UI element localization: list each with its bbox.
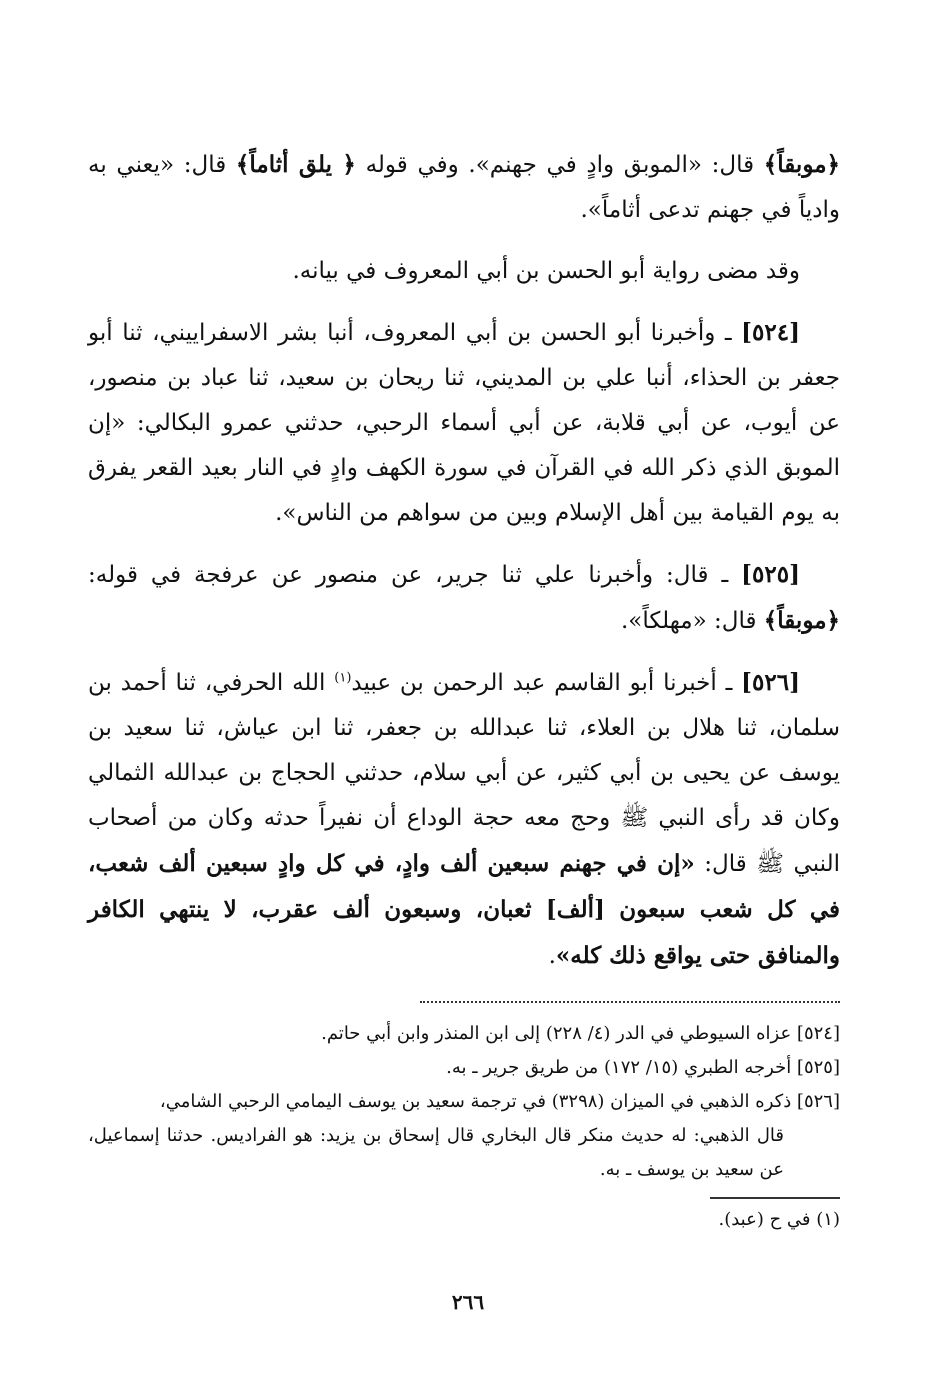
paragraph-intro [88,142,840,233]
footnote-marker: (١) [334,670,352,686]
quran-phrase-mubiqa: ﴿موبقاً﴾ [763,151,840,178]
footnote-526: [٥٢٦] ذكره الذهبي في الميزان (٣٢٩٨) في ترجمة سعيد بن يوسف اليمامي الرحبي الشامي، [159,1091,840,1112]
footnote-525: [٥٢٥] أخرجه الطبري (١٥/ ١٧٢) من طريق جرير ـ به. [446,1057,840,1078]
hadith-524 [88,310,840,536]
hadith-matn-bold: «إن في جهنم سبعين ألف وادٍ، في كل وادٍ سبعين ألف شعب، في كل شعب سبعون [ألف] ثعبان، وسبعون ألف عقرب، لا ينتهي الكافر والمنافق حتى يواقع ذلك كله» [88,850,840,969]
hadith-text-cont: الله الحرفي، ثنا أحمد بن سلمان، ثنا هلال بن العلاء، ثنا عبدالله بن جعفر، ثنا ابن عياش، ثنا سعيد بن يوسف عن يحيى بن أبي كثير، عن أبي سلام، حدثني الحجاج بن عبدالله الثمالي وكان قد رأى النبي ﷺ وحج معه حجة الوداع أن نفيراً حدثه وكان من أصحاب النبي ﷺ قال: [88,670,840,877]
quran-phrase-yalqa-athama: ﴿ يلق أثاماً﴾ [235,151,356,178]
hadith-text: ـ قال: وأخبرنا علي ثنا جرير، عن منصور عن عرفجة في قوله: [88,562,742,588]
footnote-524: [٥٢٤] عزاه السيوطي في الدر (٤/ ٢٢٨) إلى ابن المنذر وابن أبي حاتم. [321,1023,840,1044]
hadith-526 [88,660,840,979]
footnote-divider-solid [710,1197,840,1199]
paragraph-intro-text: قال: «الموبق وادٍ في جهنم». وفي قوله [355,152,764,178]
hadith-number: [٥٢٥] [741,561,800,588]
hadith-number: [٥٢٤] [741,319,800,346]
page-number: ٢٦٦ [451,1290,485,1314]
paragraph-intro-text-end: قال: «يعني به وادياً في جهنم تدعى أثاماً». [88,152,840,223]
footnote-variant: (١) في ح (عبد). [718,1209,840,1230]
hadith-text-end: قال: «مهلكاً». [621,608,764,634]
quran-phrase-mubiqa: ﴿موبقاً﴾ [763,607,840,634]
page-content [88,142,840,1237]
hadith-number: [٥٢٦] [741,669,800,696]
paragraph-note: وقد مضى رواية أبو الحسن بن أبي المعروف في بيانه. [292,258,800,284]
footnote-divider-dotted [420,1001,840,1003]
hadith-text-end: . [548,943,556,969]
hadith-525 [88,552,840,644]
hadith-text: ـ وأخبرنا أبو الحسن بن أبي المعروف، أنبا بشر الاسفراييني، ثنا أبو جعفر بن الحذاء، أنبا علي بن المديني، ثنا ريحان بن سعيد، ثنا عباد بن منصور، عن أيوب، عن أبي قلابة، عن أبي أسماء الرحبي، حدثني عمرو البكالي: «إن الموبق الذي ذكر الله في القرآن في سورة الكهف وادٍ في النار بعيد القعر يفرق به يوم القيامة بين أهل الإسلام وبين من سواهم من الناس». [88,320,840,526]
footnote-526-cont: قال الذهبي: له حديث منكر قال البخاري قال إسحاق بن يزيد: هو الفراديس. حدثنا إسماعيل، عن سعيد بن يوسف ـ به. [88,1125,784,1180]
hadith-text: ـ أخبرنا أبو القاسم عبد الرحمن بن عبيد [351,670,742,696]
